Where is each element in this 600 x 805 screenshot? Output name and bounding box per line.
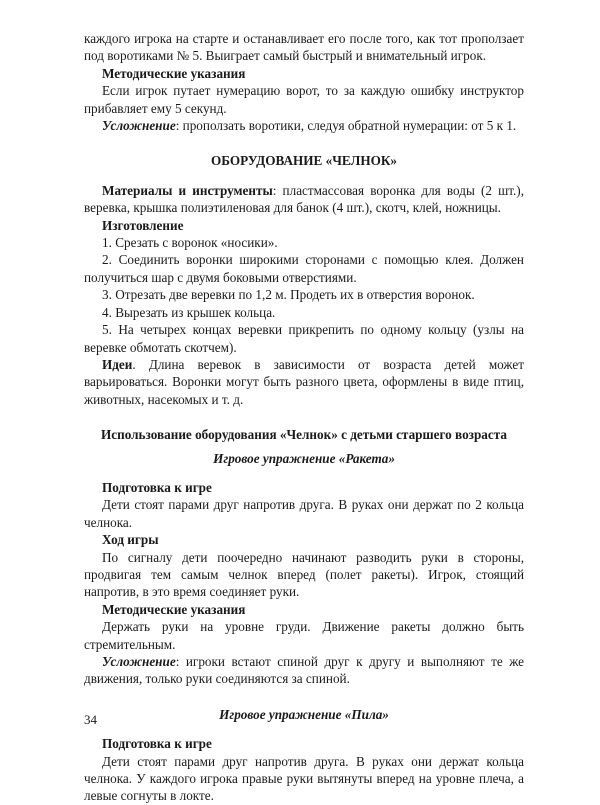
step-3: 3. Отрезать две веревки по 1,2 м. Продеть их в отверстия воронок.	[102, 287, 475, 303]
step-2: 2. Соединить воронки широкими сторонами с помощью клея. Должен получиться шар с двумя боковыми отверстиями.	[84, 252, 524, 285]
rocket-course-heading: Ход игры	[102, 532, 159, 548]
rocket-prep-text: Дети стоят парами друг напротив друга. В руках они держат по 2 кольца челнока.	[84, 497, 524, 530]
complication-text: : проползать воротики, следуя обратной нумерации: от 5 к 1.	[175, 118, 517, 134]
exercise-saw-title: Игровое упражнение «Пила»	[219, 706, 389, 722]
complication-paragraph	[84, 117, 524, 134]
page-number: 34	[84, 712, 97, 727]
rocket-complication-label: Усложнение	[102, 654, 176, 669]
materials-paragraph	[84, 182, 524, 217]
complication-label: Усложнение	[102, 118, 176, 134]
rocket-prep-heading: Подготовка к игре	[102, 479, 212, 495]
saw-prep-heading: Подготовка к игре	[102, 736, 212, 752]
idea-text: . Длина веревок в зависимости от возраста детей может варьироваться. Воронки могут быть разного цвета, оформлены в виде птиц, животных, насекомых и т. д.	[84, 356, 524, 407]
intro-paragraph: каждого игрока на старте и останавливает его после того, как тот проползает под воротиками № 5. Выиграет самый быстрый и внимательный игрок.	[84, 31, 524, 64]
materials-label: Материалы и инструменты	[102, 182, 273, 198]
idea-paragraph	[84, 356, 524, 408]
rocket-complication-paragraph	[84, 653, 524, 688]
usage-title: Использование оборудования «Челнок» с детьми старшего возраста	[101, 427, 507, 443]
rocket-method-text: Держать руки на уровне груди. Движение ракеты должно быть стремительным.	[84, 619, 524, 652]
page-content	[84, 30, 524, 805]
rocket-complication-text: : игроки встают спиной друг к другу и выполняют те же движения, только руки соединяются за спиной.	[84, 654, 524, 687]
making-heading: Изготовление	[102, 217, 184, 233]
materials-text: : пластмассовая воронка для воды (2 шт.), веревка, крышка полиэтиленовая для банок (4 шт.), скотч, клей, ножницы.	[84, 182, 524, 216]
method-text: Если игрок путает нумерацию ворот, то за каждую ошибку инструктор прибавляет ему 5 секунд.	[84, 83, 524, 116]
step-4: 4. Вырезать из крышек кольца.	[102, 304, 276, 320]
saw-prep-text: Дети стоят парами друг напротив друга. В руках они держат кольца челнока. У каждого игрока правые руки вытянуты вперед на уровне плеча, а левые согнуты в локте.	[84, 753, 524, 804]
equipment-title: ОБОРУДОВАНИЕ «ЧЕЛНОК»	[210, 153, 398, 169]
step-5: 5. На четырех концах веревки прикрепить по одному кольцу (узлы на веревке обмотать скотчем).	[84, 322, 524, 355]
exercise-rocket-title: Игровое упражнение «Ракета»	[213, 450, 395, 466]
step-1: 1. Срезать с воронок «носики».	[102, 235, 278, 251]
rocket-method-heading: Методические указания	[102, 601, 246, 617]
idea-label: Идеи	[102, 356, 133, 372]
rocket-course-text: По сигналу дети поочередно начинают разводить руки в стороны, продвигая тем самым челнок вперед (полет ракеты). Игрок, стоящий напротив, в это время соединяет руки.	[84, 549, 524, 600]
method-heading: Методические указания	[102, 65, 246, 81]
